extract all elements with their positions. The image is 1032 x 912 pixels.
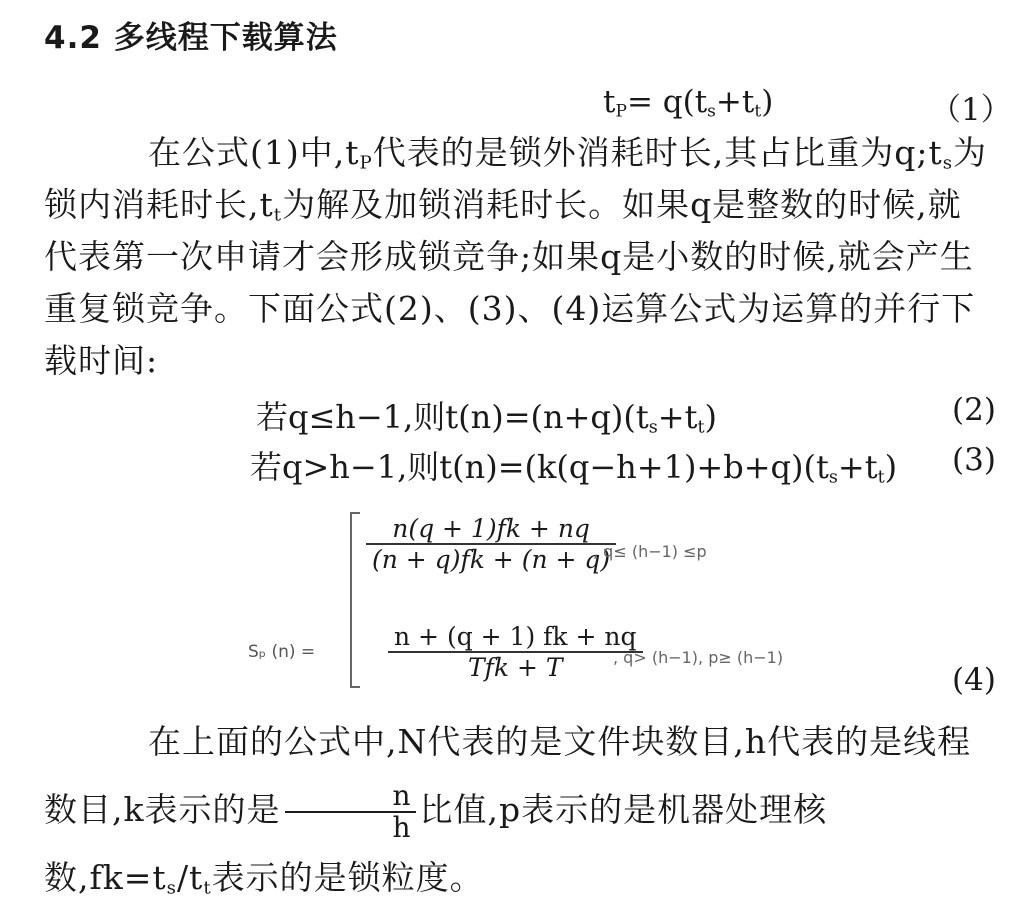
equation-3-number: (3) (952, 442, 996, 478)
case-2-condition: , q> (h−1), p≥ (h−1) (613, 648, 784, 667)
case-1-fraction (366, 514, 616, 574)
equation-4-number: (4) (952, 662, 996, 698)
paragraph-2: 在上面的公式中,N代表的是文件块数目,h代表的是线程数目,k表示的是 $\frac{n}{h}$ 比值,p表示的是机器处理核数$,fk=t_s/t_t$表示的是锁粒度。 (44, 722, 972, 899)
case-1-numerator: n(q + 1)fk + nq (392, 514, 590, 543)
section-heading: 4.2 多线程下载算法 (44, 20, 338, 56)
case-2-numerator: n + (q + 1) fk + nq (394, 622, 637, 651)
n-over-h-fraction: $\frac{n}{h}$ (285, 781, 416, 843)
piecewise-bracket (350, 512, 360, 688)
equation-4-lhs: Sₚ (n) = (248, 642, 316, 662)
equation-2-number: (2) (952, 392, 996, 428)
case-2-denominator: Tfk + T (388, 651, 643, 682)
equation-4 (248, 508, 868, 688)
paragraph-1: 在公式(1)中$,t_P$代表的是锁外消耗时长,其占比重为$q;t_s$为锁内消耗时长$,t_t$为解及加锁消耗时长。如果q是整数的时候,就代表第一次申请才会形成锁竞争;如果q是小数的时候,就会产生重复锁竞争。下面公式(2)、(3)、(4)运算公式为运算的并行下载时间: (44, 133, 988, 380)
equation-2: 若q≤h−1,则$t(n)=(n+q)(t_s+t_t)$ (256, 398, 717, 438)
case-2-fraction (388, 622, 643, 682)
case-1-condition: , q≤ (h−1) ≤p (593, 542, 707, 561)
equation-1-number: （1） (930, 92, 1012, 128)
case-1-denominator: (n + q)fk + (n + q) (366, 543, 616, 574)
equation-1: $t_P= q(t_s+t_t)$ (603, 84, 774, 122)
equation-3: 若q>h−1,则$t(n)=(k(q-h+1)+b+q)(t_s+t_t)$ (250, 448, 898, 488)
